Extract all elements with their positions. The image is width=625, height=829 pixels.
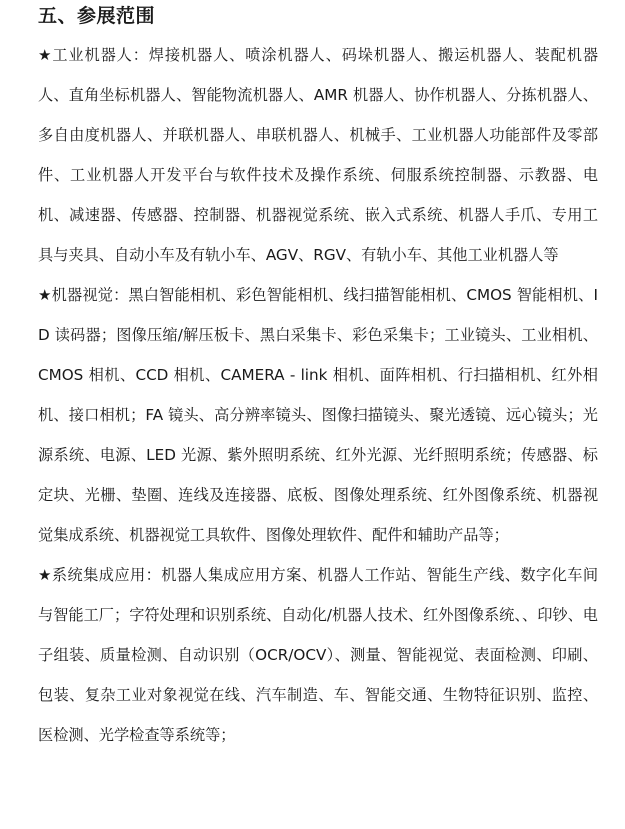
paragraph-machine-vision	[38, 275, 598, 555]
section-title: 五、参展范围	[38, 5, 156, 27]
star-bullet-icon: ★	[38, 286, 52, 304]
star-bullet-icon: ★	[38, 46, 53, 64]
paragraph-text: 机器视觉：黑白智能相机、彩色智能相机、线扫描智能相机、CMOS 智能相机、ID 读码器；图像压缩/解压板卡、黑白采集卡、彩色采集卡；工业镜头、工业相机、CMOS 相机、CCD 相机、CAMERA - link 相机、面阵相机、行扫描相机、红外相机、接口相机；FA 镜头、高分辨率镜头、图像扫描镜头、聚光透镜、远心镜头；光源系统、电源、LED 光源、紫外照明系统、红外光源、光纤照明系统；传感器、标定块、光栅、垫圈、连线及连接器、底板、图像处理系统、红外图像系统、机器视觉集成系统、机器视觉工具软件、图像处理软件、配件和辅助产品等；	[38, 286, 598, 544]
paragraph-text: 系统集成应用：机器人集成应用方案、机器人工作站、智能生产线、数字化车间与智能工厂；字符处理和识别系统、自动化/机器人技术、红外图像系统、、印钞、电子组装、质量检测、自动识别（OCR/OCV）、测量、智能视觉、表面检测、印刷、包装、复杂工业对象视觉在线、汽车制造、车、智能交通、生物特征识别、监控、医检测、光学检查等系统等；	[38, 566, 599, 744]
document-page	[38, 0, 598, 755]
star-bullet-icon: ★	[38, 566, 52, 584]
paragraph-system-integration	[38, 555, 598, 755]
paragraph-industrial-robots	[38, 35, 598, 275]
paragraph-text: 工业机器人：焊接机器人、喷涂机器人、码垛机器人、搬运机器人、装配机器人、直角坐标机器人、智能物流机器人、AMR 机器人、协作机器人、分拣机器人、多自由度机器人、并联机器人、串联机器人、机械手、工业机器人功能部件及零部件、工业机器人开发平台与软件技术及操作系统、伺服系统控制器、示教器、电机、减速器、传感器、控制器、机器视觉系统、嵌入式系统、机器人手爪、专用工具与夹具、自动小车及有轨小车、AGV、RGV、有轨小车、其他工业机器人等	[38, 46, 599, 264]
